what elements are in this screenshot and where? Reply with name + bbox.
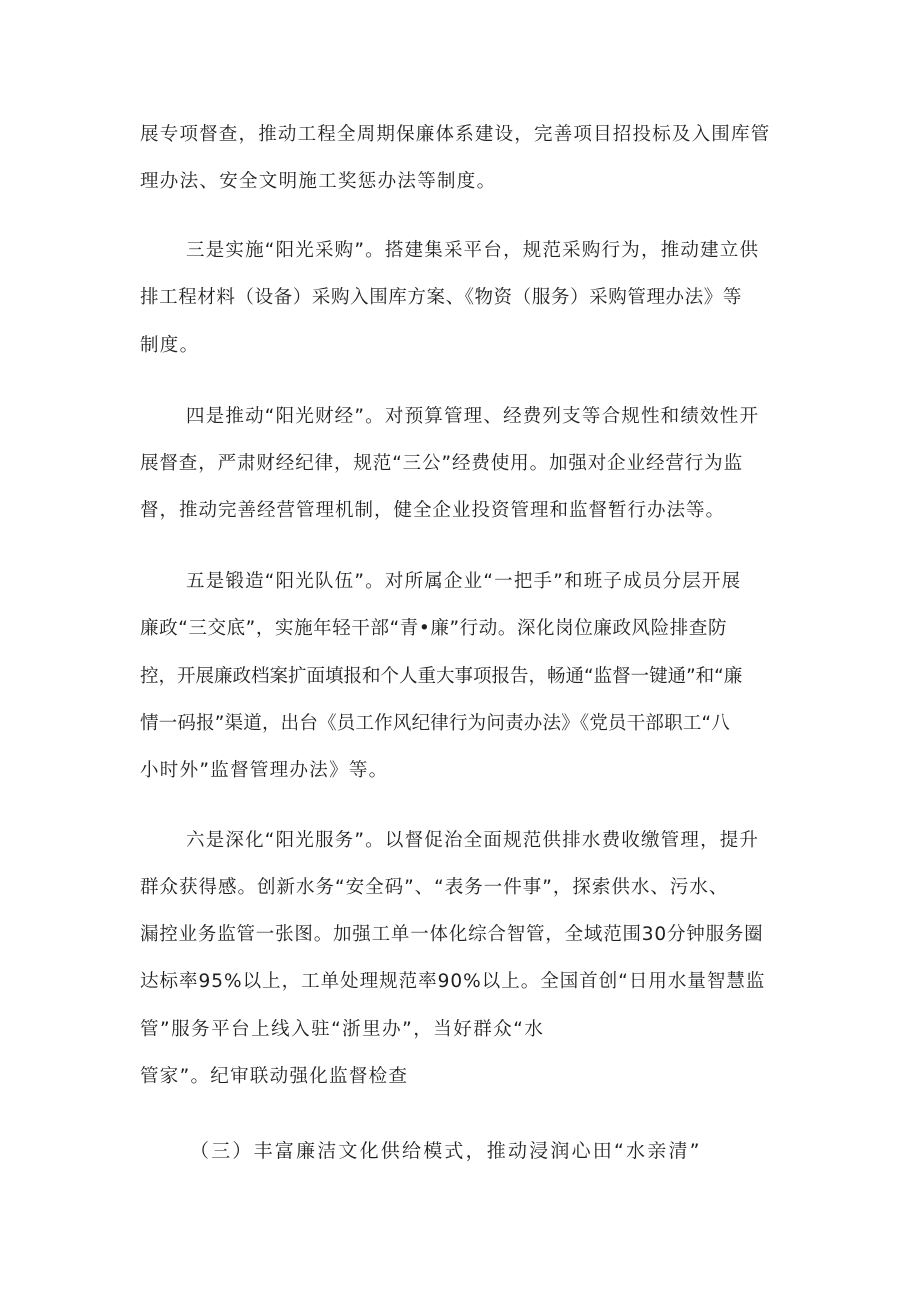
text-line-19: 管家”。纪审联动强化监督检查	[140, 1066, 409, 1087]
text-line-13: 小时外”监督管理办法》等。	[140, 760, 389, 781]
text-line-12: 情一码报”渠道，出台《员工作风纪律行为问责办法》《党员干部职工“八	[140, 713, 731, 734]
section-heading: （三）丰富廉洁文化供给模式，推动浸润心田“水亲清”	[190, 1140, 702, 1162]
text-line-16: 漏控业务监管一张图。加强工单一体化综合智管，全域范围30分钟服务圈	[140, 924, 764, 945]
text-line-6: 四是推动“阳光财经”。对预算管理、经费列支等合规性和绩效性开	[186, 406, 760, 427]
text-line-7: 展督查，严肃财经纪律，规范“三公”经费使用。加强对企业经营行为监	[140, 453, 743, 474]
text-line-17: 达标率95%以上，工单处理规范率90%以上。全国首创“日用水量智慧监	[140, 971, 766, 992]
text-line-18: 管”服务平台上线入驻“浙里办”，当好群众“水	[140, 1019, 545, 1040]
text-line-4: 排工程材料（设备）采购入围库方案、《物资（服务）采购管理办法》等	[140, 287, 742, 308]
text-line-3: 三是实施“阳光采购”。搭建集采平台，规范采购行为，推动建立供	[186, 240, 760, 261]
text-line-14: 六是深化“阳光服务”。以督促治全面规范供排水费收缴管理，提升	[186, 830, 760, 851]
text-line-11: 控，开展廉政档案扩面填报和个人重大事项报告，畅通“监督一键通”和“廉	[140, 666, 743, 687]
text-line-5: 制度。	[140, 335, 200, 356]
text-line-8: 督，推动完善经营管理机制，健全企业投资管理和监督暂行办法等。	[140, 500, 726, 521]
text-line-10: 廉政“三交底”，实施年轻干部“青•廉”行动。深化岗位廉政风险排查防	[140, 618, 728, 639]
text-line-15: 群众获得感。创新水务“安全码”、“表务一件事”，探索供水、污水、	[140, 877, 729, 898]
text-line-1: 展专项督查，推动工程全周期保廉体系建设，完善项目招投标及入围库管	[140, 124, 771, 145]
text-line-9: 五是锻造“阳光队伍”。对所属企业“一把手”和班子成员分层开展	[186, 571, 742, 592]
text-line-2: 理办法、安全文明施工奖惩办法等制度。	[140, 171, 497, 192]
